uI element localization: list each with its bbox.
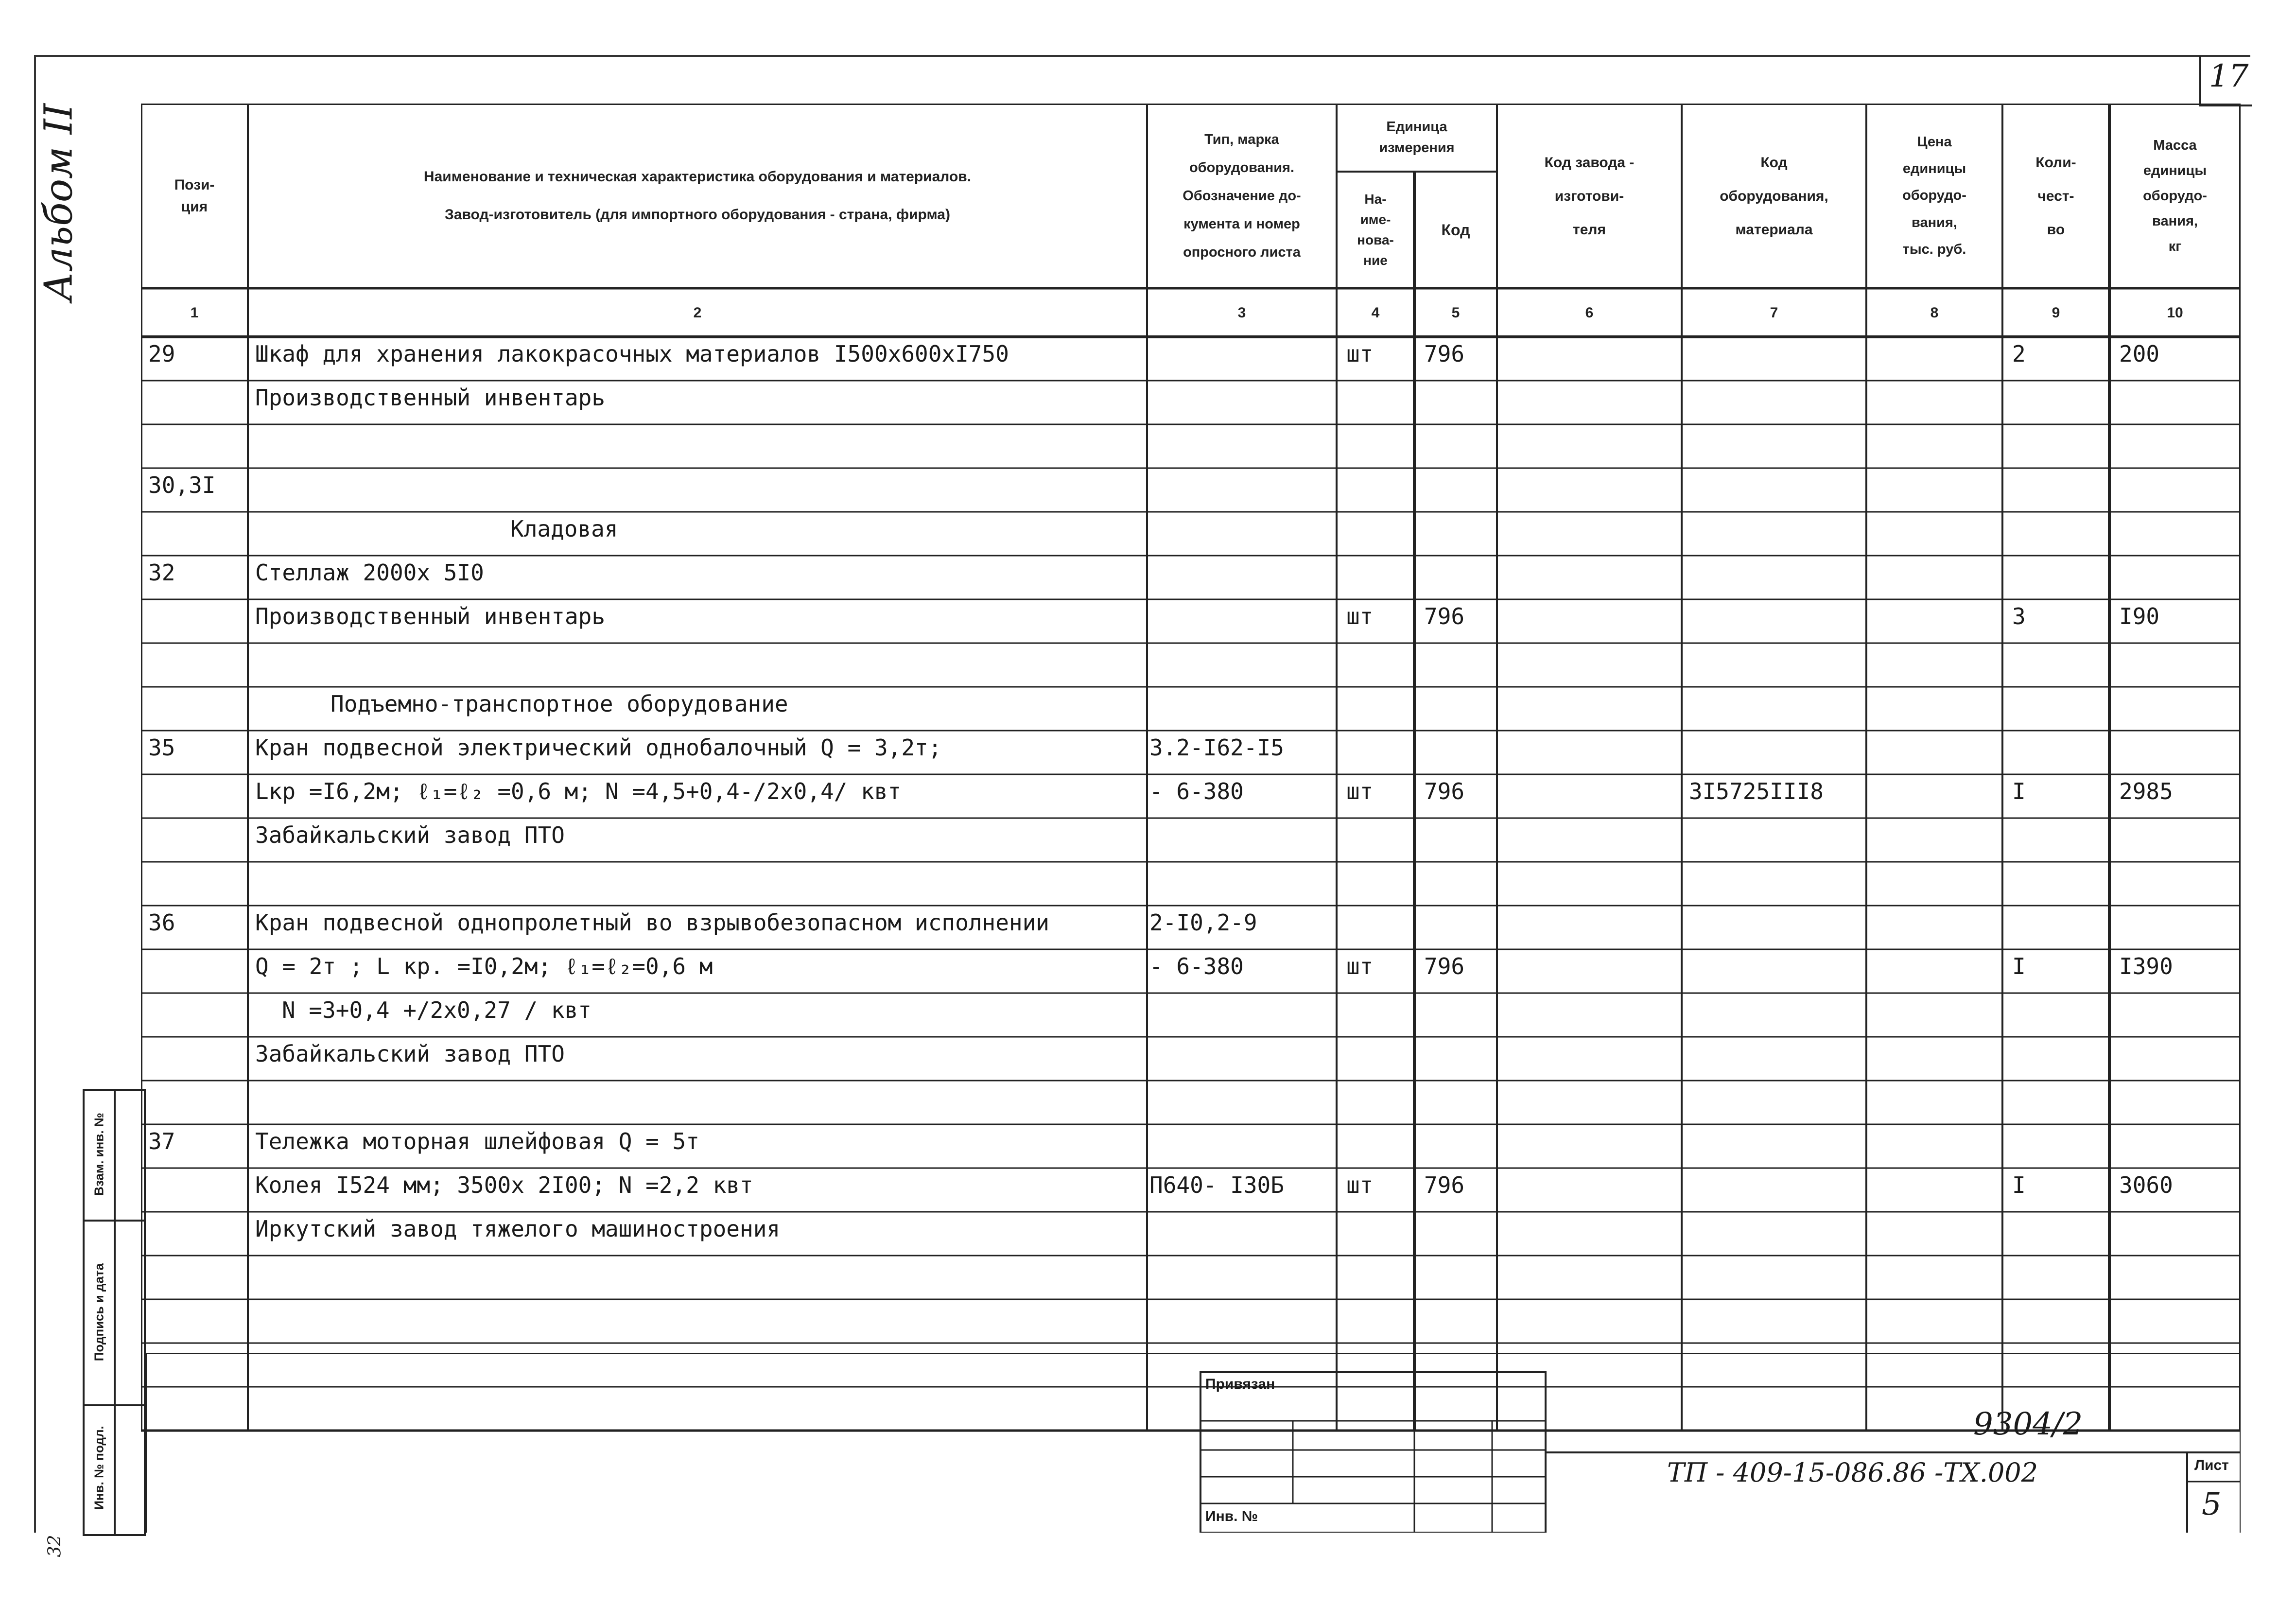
table-row bbox=[141, 774, 2241, 818]
table-row bbox=[141, 599, 2241, 643]
column-number: 3 bbox=[1237, 304, 1246, 321]
header-position: Пози- ция bbox=[174, 177, 215, 215]
cell-name: Производственный инвентарь bbox=[255, 603, 606, 629]
cell-mass: 2985 bbox=[2119, 778, 2173, 804]
inventory-label: Инв. № bbox=[1205, 1508, 1258, 1524]
cell-mass: I90 bbox=[2119, 603, 2160, 629]
header-factory-code: Код завода - изготови- теля bbox=[1544, 154, 1635, 238]
table-row bbox=[141, 687, 2241, 731]
column-number: 10 bbox=[2167, 304, 2183, 321]
cell-name: Забайкальский завод ПТО bbox=[255, 1041, 565, 1067]
cell-pos: 36 bbox=[148, 909, 175, 936]
document-code: ТП - 409-15-086.86 -ТХ.002 bbox=[1667, 1457, 2038, 1488]
cell-name: Подъемно-транспортное оборудование bbox=[330, 691, 788, 717]
cell-qty: I bbox=[2012, 1172, 2026, 1198]
cell-unit: шт bbox=[1346, 778, 1374, 804]
cell-pos: 29 bbox=[148, 341, 175, 367]
table-row bbox=[141, 1124, 2241, 1168]
cell-name: Кран подвесной однопролетный во взрывобезопасном исполнении bbox=[255, 909, 1049, 936]
side-stamp-divider bbox=[85, 1220, 146, 1222]
cell-equip-code: 3I5725III8 bbox=[1689, 778, 1824, 804]
sheet-number: 5 bbox=[2202, 1486, 2222, 1522]
table-row bbox=[141, 556, 2241, 599]
header-price: Цена единицы оборудо- вания, тыс. руб. bbox=[1902, 134, 1966, 257]
table-row bbox=[141, 906, 2241, 949]
cell-pos: 37 bbox=[148, 1128, 175, 1154]
column-number: 4 bbox=[1371, 304, 1380, 321]
attached-label: Привязан bbox=[1205, 1376, 1275, 1392]
cell-name: Тележка моторная шлейфовая Q = 5т bbox=[255, 1128, 699, 1154]
cell-pos: 32 bbox=[148, 559, 175, 586]
equipment-table bbox=[141, 104, 2241, 1431]
table-row bbox=[141, 468, 2241, 512]
cell-qty: I bbox=[2012, 778, 2026, 804]
header-mass: Масса единицы оборудо- вания, кг bbox=[2143, 137, 2207, 255]
table-row bbox=[141, 731, 2241, 774]
side-page-number: 32 bbox=[45, 1535, 65, 1557]
header-type: Тип, марка оборудования. Обозначение до- кумента и номер опросного листа bbox=[1183, 132, 1301, 260]
column-number: 6 bbox=[1585, 304, 1594, 321]
table-row bbox=[141, 1081, 2241, 1124]
cell-unit: шт bbox=[1346, 953, 1374, 979]
cell-type: П640- I30Б bbox=[1149, 1172, 1284, 1198]
side-stamp-inv-orig: Инв. № подл. bbox=[91, 1426, 106, 1510]
column-number: 1 bbox=[190, 304, 199, 321]
cell-code: 796 bbox=[1424, 778, 1465, 804]
cell-name: Шкаф для хранения лакокрасочных материалов I500x600xI750 bbox=[255, 341, 1009, 367]
column-number: 2 bbox=[693, 304, 702, 321]
table-row bbox=[141, 512, 2241, 556]
top-border bbox=[34, 55, 2250, 57]
table-row bbox=[141, 862, 2241, 906]
cell-qty: I bbox=[2012, 953, 2026, 979]
cell-mass: 200 bbox=[2119, 341, 2160, 367]
header-quantity: Коли- чест- во bbox=[2035, 154, 2076, 238]
table-row bbox=[141, 381, 2241, 424]
cell-code: 796 bbox=[1424, 953, 1465, 979]
table-row bbox=[141, 993, 2241, 1037]
table-row bbox=[141, 818, 2241, 862]
cell-name: Lкр =I6,2м; ℓ₁=ℓ₂ =0,6 м; N =4,5+0,4-/2x0,4/ квт bbox=[255, 778, 902, 804]
header-equipment-code: Код оборудования, материала bbox=[1720, 154, 1828, 238]
header-unit-name: На- име- нова- ние bbox=[1357, 192, 1394, 268]
column-number: 7 bbox=[1770, 304, 1778, 321]
table-row bbox=[141, 1037, 2241, 1081]
cell-name: Производственный инвентарь bbox=[255, 384, 606, 411]
cell-name: Иркутский завод тяжелого машиностроения bbox=[255, 1216, 781, 1242]
table-row bbox=[141, 1168, 2241, 1212]
cell-code: 796 bbox=[1424, 1172, 1465, 1198]
table-row bbox=[141, 1299, 2241, 1343]
sheet-label: Лист bbox=[2194, 1457, 2229, 1473]
table-row bbox=[141, 949, 2241, 993]
side-stamp-box bbox=[83, 1089, 146, 1536]
cell-mass: I390 bbox=[2119, 953, 2173, 979]
cell-qty: 2 bbox=[2012, 341, 2026, 367]
cell-type: - 6-380 bbox=[1149, 778, 1244, 804]
cell-pos: 30,3I bbox=[148, 472, 216, 498]
cell-qty: 3 bbox=[2012, 603, 2026, 629]
cell-type: 2-I0,2-9 bbox=[1149, 909, 1257, 936]
header-unit-code: Код bbox=[1441, 221, 1470, 239]
cell-unit: шт bbox=[1346, 603, 1374, 629]
cell-name: N =3+0,4 +/2x0,27 / квт bbox=[282, 997, 591, 1023]
handwritten-doc-number: 9304/2 bbox=[1973, 1406, 2083, 1442]
cell-mass: 3060 bbox=[2119, 1172, 2173, 1198]
table-row bbox=[141, 1212, 2241, 1256]
column-number: 9 bbox=[2052, 304, 2060, 321]
table-row bbox=[141, 1256, 2241, 1299]
corner-sheet-number: 17 bbox=[2209, 58, 2249, 94]
table-row bbox=[141, 424, 2241, 468]
header-name: Наименование и техническая характеристика оборудования и материалов. Завод-изготовитель (для импортного оборудования - страна, фирма) bbox=[423, 169, 972, 223]
cell-code: 796 bbox=[1424, 341, 1465, 367]
cell-type: - 6-380 bbox=[1149, 953, 1244, 979]
album-label: Альбом II bbox=[35, 103, 81, 302]
cell-name: Стеллаж 2000x 5I0 bbox=[255, 559, 484, 586]
column-number: 5 bbox=[1451, 304, 1460, 321]
cell-type: 3.2-I62-I5 bbox=[1149, 734, 1284, 761]
cell-name: Кран подвесной электрический однобалочный Q = 3,2т; bbox=[255, 734, 942, 761]
cell-code: 796 bbox=[1424, 603, 1465, 629]
cell-unit: шт bbox=[1346, 1172, 1374, 1198]
side-stamp-signature-date: Подпись и дата bbox=[91, 1263, 106, 1362]
cell-pos: 35 bbox=[148, 734, 175, 761]
cell-name: Кладовая bbox=[510, 516, 618, 542]
side-stamp-replace-inv: Взам. инв. № bbox=[91, 1113, 106, 1196]
table-row bbox=[141, 337, 2241, 381]
cell-name: Колея I524 мм; 3500x 2I00; N =2,2 квт bbox=[255, 1172, 753, 1198]
side-stamp-divider-vertical bbox=[114, 1091, 116, 1536]
title-block-lines bbox=[146, 1353, 2241, 1533]
column-number: 8 bbox=[1930, 304, 1939, 321]
header-unit: Единица измерения bbox=[1379, 119, 1455, 156]
cell-name: Забайкальский завод ПТО bbox=[255, 822, 565, 848]
title-block bbox=[146, 1353, 2241, 1533]
table-row bbox=[141, 643, 2241, 687]
cell-name: Q = 2т ; L кр. =I0,2м; ℓ₁=ℓ₂=0,6 м bbox=[255, 953, 713, 979]
cell-unit: шт bbox=[1346, 341, 1374, 367]
